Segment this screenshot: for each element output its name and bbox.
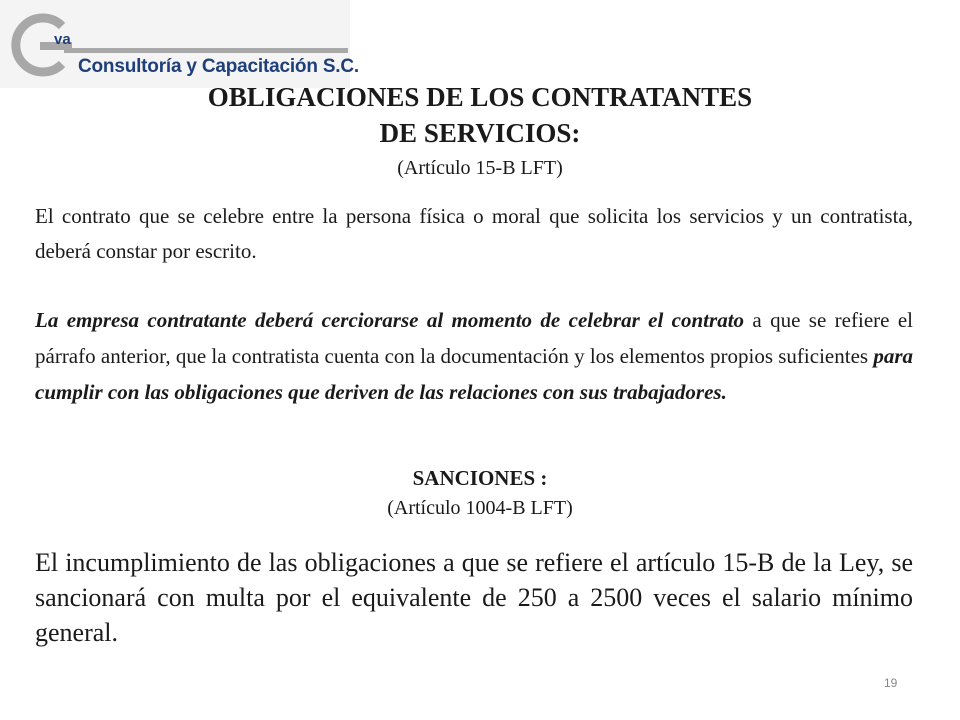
paragraph-plain-text: a que se refiere el párrafo anterior, que la contratista cuenta con la documentación y los elementos propios suficientes	[35, 308, 913, 368]
sanctions-title: SANCIONES :	[412, 466, 548, 490]
company-name: Consultoría y Capacitación S.C.	[78, 56, 359, 77]
paragraph-emphasis-2: para cumplir con las obligaciones que deriven de las relaciones con sus trabajadores.	[35, 344, 913, 404]
heading-article: (Artículo 15-B LFT)	[397, 157, 563, 179]
heading-line-1: OBLIGACIONES DE LOS CONTRATANTES	[207, 82, 753, 112]
paragraph-contractor-verification	[35, 302, 913, 410]
logo-superscript: va	[54, 31, 71, 48]
sanctions-text: El incumplimiento de las obligaciones a que se refiere el artículo 15-B de la Ley, se sancionará con multa por el equivalente de 250 a 2500 veces el salario mínimo general.	[35, 548, 913, 647]
paragraph-contract-written: El contrato que se celebre entre la persona física o moral que solicita los servicios y un contratista, deberá constar por escrito.	[35, 204, 913, 263]
paragraph-emphasis-1: La empresa contratante deberá cerciorarse al momento de celebrar el contrato	[35, 308, 745, 332]
heading-line-2: DE SERVICIOS:	[379, 118, 581, 148]
company-logo	[0, 0, 359, 88]
sanctions-article: (Artículo 1004-B LFT)	[387, 497, 573, 519]
page-number: 19	[884, 676, 898, 690]
